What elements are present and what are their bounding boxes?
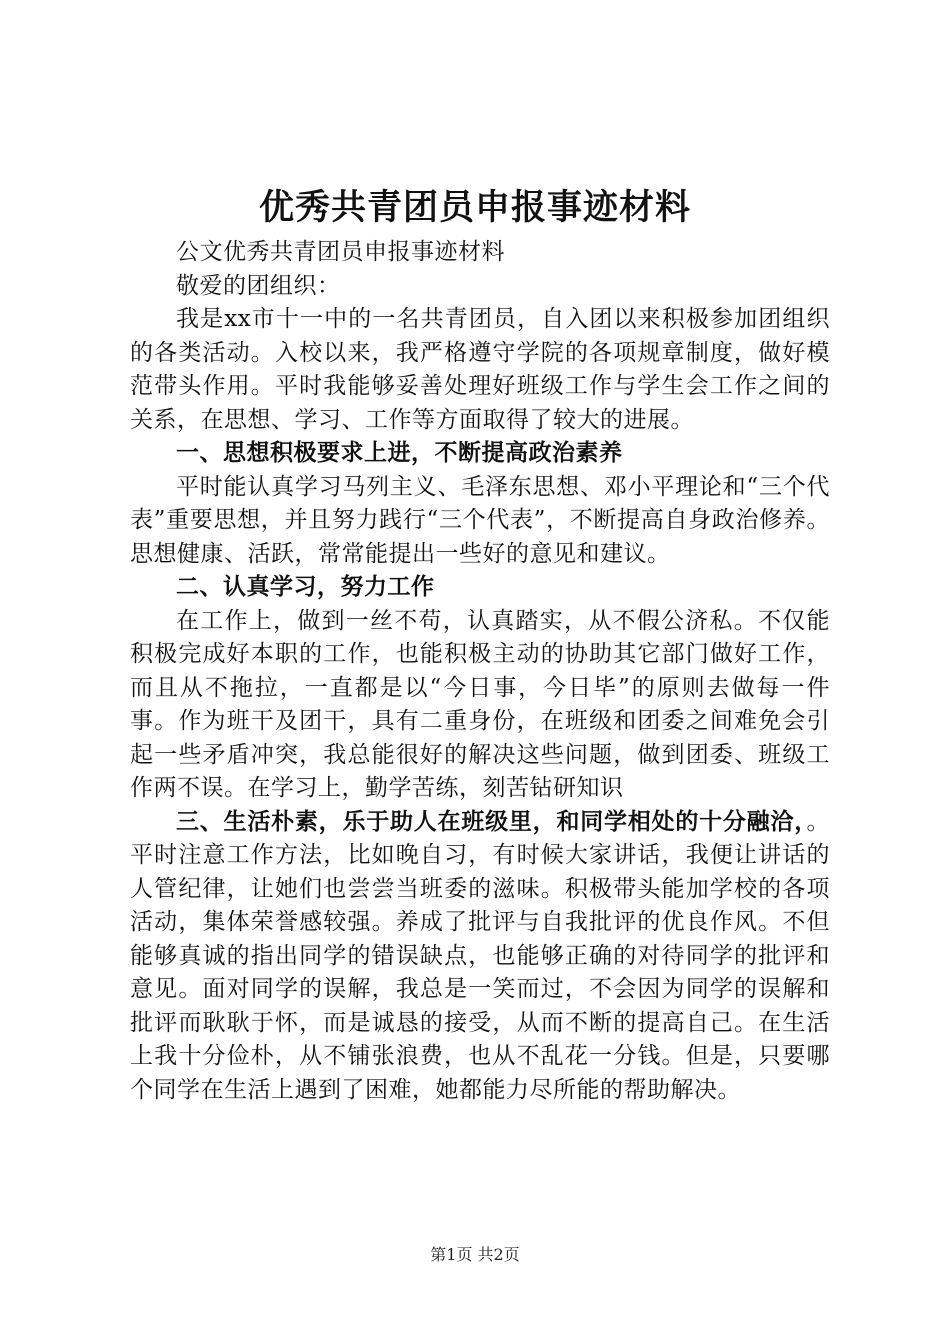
section-1-body: 平时能认真学习马列主义、毛泽东思想、邓小平理论和“三个代表”重要思想，并且努力践行“三个代表”，不断提高自身政治修养。思想健康、活跃，常常能提出一些好的意见和建议。 xyxy=(130,473,830,567)
section-1-heading: 一、思想积极要求上进，不断提高政治素养 xyxy=(176,440,623,466)
intro-paragraph: 我是xx市十一中的一名共青团员，自入团以来积极参加团组织的各类活动。入校以来，我严格遵守学院的各项规章制度，做好模范带头作用。平时我能够妥善处理好班级工作与学生会工作之间的关系，在思想、学习、工作等方面取得了较大的进展。 xyxy=(130,306,830,433)
subtitle-line: 公文优秀共青团员申报事迹材料 xyxy=(176,239,505,265)
document-title: 优秀共青团员申报事迹材料 xyxy=(258,188,691,228)
section-2-body: 在工作上，做到一丝不苟，认真踏实，从不假公济私。不仅能积极完成好本职的工作，也能积极主动的协助其它部门做好工作，而且从不拖拉，一直都是以“今日事，今日毕”的原则去做每一件事。作为班干及团干，具有二重身份，在班级和团委之间难免会引起一些矛盾冲突，我总能很好的解决这些问题，做到团委、班级工作两不误。在学习上，勤学苦练，刻苦钻研知识 xyxy=(130,607,830,801)
salutation: 敬爱的团组织： xyxy=(176,272,341,299)
page-footer: 第1页 共2页 xyxy=(430,1245,520,1264)
section-3-paragraph xyxy=(130,806,830,1108)
document-body xyxy=(130,236,830,1107)
section-3-heading: 三、生活朴素，乐于助人在班级里，和同学相处的十分融洽， xyxy=(176,808,807,835)
section-3-body: 。平时注意工作方法，比如晚自习，有时候大家讲话，我便让讲话的人管纪律，让她们也尝尝当班委的滋味。积极带头能加学校的各项活动，集体荣誉感较强。养成了批评与自我批评的优良作风。不但能够真诚的指出同学的错误缺点，也能够正确的对待同学的批评和意见。面对同学的误解，我总是一笑而过，不会因为同学的误解和批评而耿耿于怀，而是诚恳的接受，从而不断的提高自己。在生活上我十分俭朴，从不铺张浪费，也从不乱花一分钱。但是，只要哪个同学在生活上遇到了困难，她都能力尽所能的帮助解决。 xyxy=(130,808,830,1103)
section-2-heading: 二、认真学习，努力工作 xyxy=(176,574,435,600)
